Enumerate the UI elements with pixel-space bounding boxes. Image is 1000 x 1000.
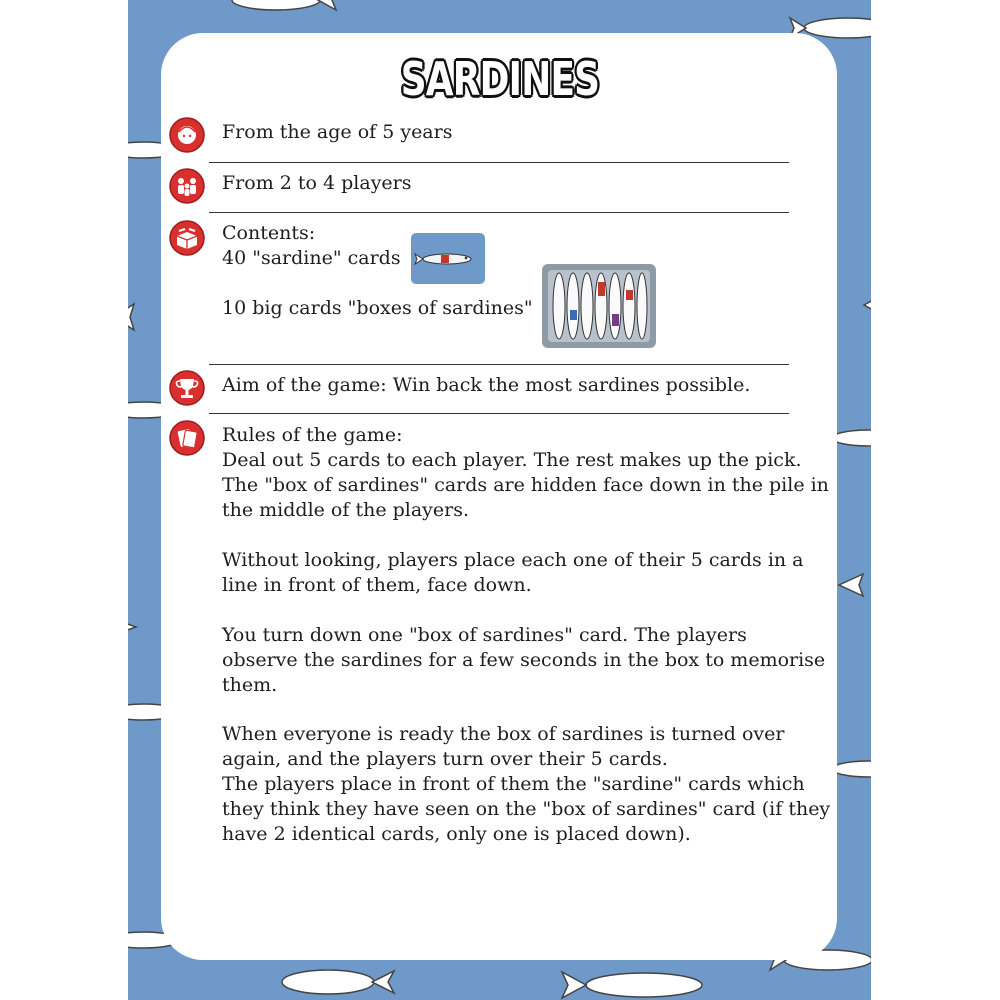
fish-decoration — [278, 965, 398, 999]
rules-heading: Rules of the game: — [222, 424, 403, 446]
fish-decoration — [558, 968, 708, 1000]
players-icon — [168, 167, 206, 205]
rules-line: The "box of sardines" cards are hidden face down in the pile in — [222, 474, 829, 496]
box-of-sardines-thumbnail — [542, 264, 656, 348]
rules-line: Deal out 5 cards to each player. The rest makes up the pick. — [222, 449, 802, 471]
rules-paragraph-4 — [222, 722, 831, 847]
rules-line: The players place in front of them the "sardine" cards which — [222, 773, 805, 795]
trophy-icon — [168, 369, 206, 407]
aim-text: Aim of the game: Win back the most sardines possible. — [222, 374, 751, 396]
rules-line: they think they have seen on the "box of sardines" card (if they — [222, 798, 831, 820]
rules-paragraph-3 — [222, 623, 826, 698]
contents-heading: Contents: — [222, 222, 316, 244]
rules-line: observe the sardines for a few seconds in the box to memorise — [222, 649, 826, 671]
contents-item-sardine-cards: 40 "sardine" cards — [222, 247, 401, 269]
contents-item-box-cards: 10 big cards "boxes of sardines" — [222, 297, 533, 319]
rules-line: them. — [222, 674, 278, 696]
divider — [209, 364, 789, 365]
rules-line: again, and the players turn over their 5 cards. — [222, 748, 668, 770]
rules-line: the middle of the players. — [222, 499, 470, 521]
contents-icon — [168, 219, 206, 257]
age-icon — [168, 116, 206, 154]
rules-line: You turn down one "box of sardines" card. The players — [222, 624, 747, 646]
divider — [209, 212, 789, 213]
sardine-card-thumbnail — [411, 233, 485, 284]
game-title: SARDINES — [400, 52, 600, 106]
rules-line: When everyone is ready the box of sardines is turned over — [222, 723, 785, 745]
age-text: From the age of 5 years — [222, 121, 453, 143]
players-text: From 2 to 4 players — [222, 172, 412, 194]
fish-decoration — [128, 612, 164, 642]
divider — [209, 413, 789, 414]
rules-paragraph-1 — [222, 448, 829, 523]
fish-decoration — [228, 0, 338, 14]
rules-line: line in front of them, face down. — [222, 574, 532, 596]
rules-paragraph-2 — [222, 548, 822, 598]
rules-icon — [168, 419, 206, 457]
rules-line: have 2 identical cards, only one is placed down). — [222, 823, 691, 845]
rules-line: Without looking, players place each one of their 5 cards in a — [222, 549, 804, 571]
divider — [209, 162, 789, 163]
fish-decoration — [833, 570, 871, 600]
